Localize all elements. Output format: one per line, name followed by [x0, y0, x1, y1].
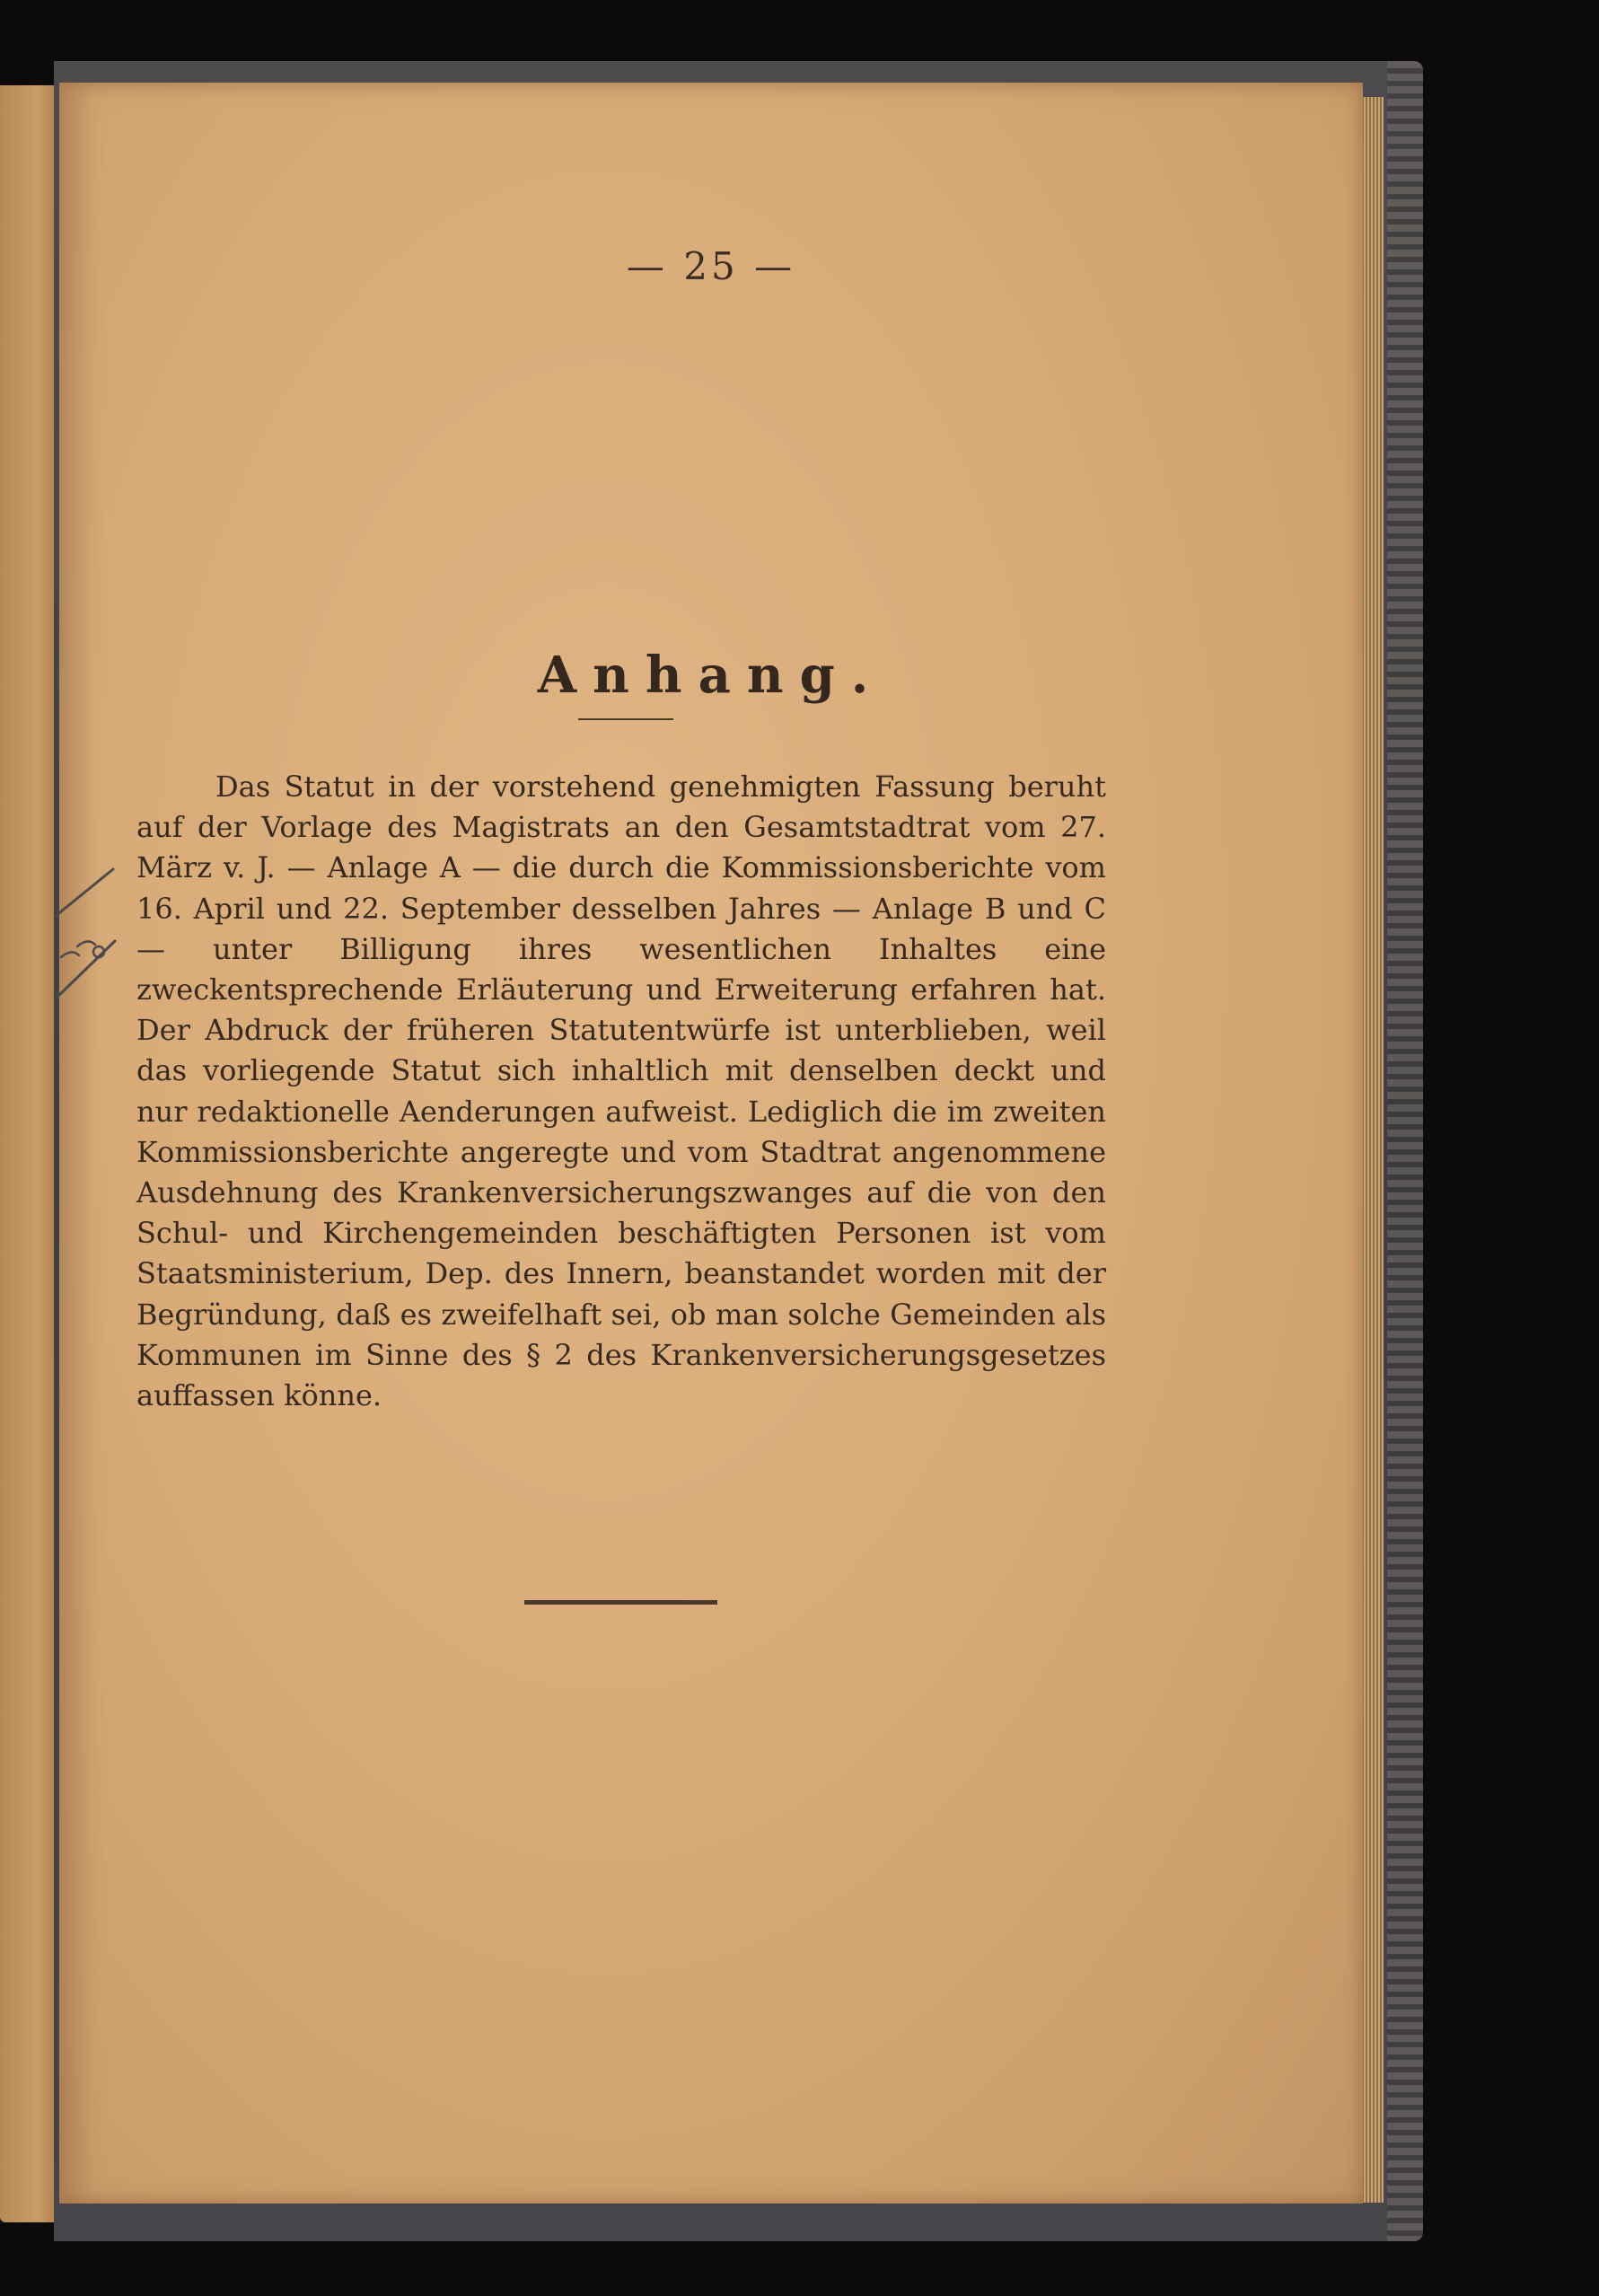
body-paragraph: Das Statut in der vorstehend genehmigten Fassung beruht auf der Vorlage des Magistrats an den Gesamtstadtrat vom 27. März v. J. — Anlage A — die durch die Kommissionsberichte vom 16. April und 22. September desselben Jahres — Anlage B und C — unter Billigung ihres wesentlichen Inhaltes eine zweckentsprechende Erläuterung und Erweiterung erfahren hat. Der Abdruck der früheren Statutentwürfe ist unterblieben, weil das vorliegende Statut sich inhaltlich mit denselben deckt und nur redaktionelle Aenderungen aufweist. Lediglich die im zweiten Kommissionsberichte angeregte und vom Stadtrat angenommene Ausdehnung des Krankenversicherungszwanges auf die von den Schul- und Kirchengemeinden beschäftigten Personen ist vom Staatsministerium, Dep. des Innern, beanstandet worden mit der Begründung, daß es zweifelhaft sei, ob man solche Gemeinden als Kommunen im Sinne des § 2 des Krankenversicherungsgesetzes auffassen könne. [136, 770, 1106, 1413]
page-number: — 25 — [626, 244, 796, 288]
heading-rule [578, 718, 673, 720]
end-rule [524, 1600, 717, 1605]
book-page [59, 83, 1363, 2204]
pencil-margin-mark [52, 862, 142, 1024]
page-edges [1360, 97, 1384, 2203]
section-heading: Anhang. [537, 646, 885, 705]
cover-binding [1387, 61, 1423, 2241]
